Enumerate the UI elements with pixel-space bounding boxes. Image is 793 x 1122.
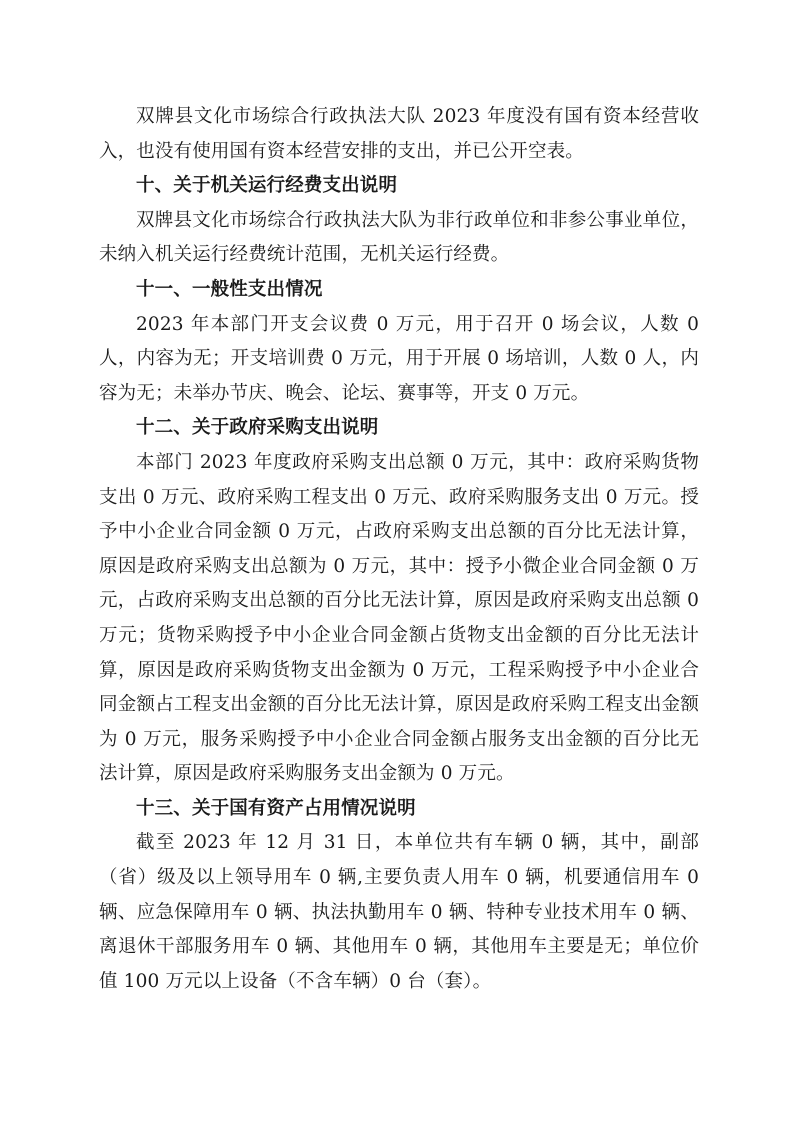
- document-body: [99, 100, 699, 999]
- intro-paragraph: 双牌县文化市场综合行政执法大队 2023 年度没有国有资本经营收入，也没有使用国有资本经营安排的支出，并已公开空表。: [99, 106, 699, 162]
- section-heading-10: 十、关于机关运行经费支出说明: [136, 175, 398, 197]
- section-heading-12: 十二、关于政府采购支出说明: [136, 417, 379, 439]
- section-body-12: 本部门 2023 年度政府采购支出总额 0 万元，其中：政府采购货物支出 0 万元、政府采购工程支出 0 万元、政府采购服务支出 0 万元。授予中小企业合同金额 0 万元，占政府采购支出总额的百分比无法计算，原因是政府采购支出总额为 0 万元，其中：授予小微企业合同金额 0 万元，占政府采购支出总额的百分比无法计算，原因是政府采购支出总额 0 万元；货物采购授予中小企业合同金额占货物支出金额的百分比无法计算，原因是政府采购货物支出金额为 0 万元，工程采购授予中小企业合同金额占工程支出金额的百分比无法计算，原因是政府采购工程支出金额为 0 万元，服务采购授予中小企业合同金额占服务支出金额的百分比无法计算，原因是政府采购服务支出金额为 0 万元。: [99, 451, 699, 785]
- section-heading-13: 十三、关于国有资产占用情况说明: [136, 797, 416, 819]
- section-heading-11: 十一、一般性支出情况: [136, 278, 323, 300]
- section-body-10: 双牌县文化市场综合行政执法大队为非行政单位和非参公事业单位，未纳入机关运行经费统计范围，无机关运行经费。: [99, 209, 699, 266]
- section-body-13: 截至 2023 年 12 月 31 日，本单位共有车辆 0 辆，其中，副部（省）级及以上领导用车 0 辆,主要负责人用车 0 辆，机要通信用车 0 辆、应急保障用车 0 辆、执法执勤用车 0 辆、特种专业技术用车 0 辆、离退休干部服务用车 0 辆、其他用车 0 辆，其他用车主要是无；单位价值 100 万元以上设备（不含车辆）0 台（套）。: [99, 832, 699, 992]
- section-body-11: 2023 年本部门开支会议费 0 万元，用于召开 0 场会议，人数 0 人，内容为无；开支培训费 0 万元，用于开展 0 场培训，人数 0 人，内容为无；未举办节庆、晚会、论坛、赛事等，开支 0 万元。: [99, 313, 699, 404]
